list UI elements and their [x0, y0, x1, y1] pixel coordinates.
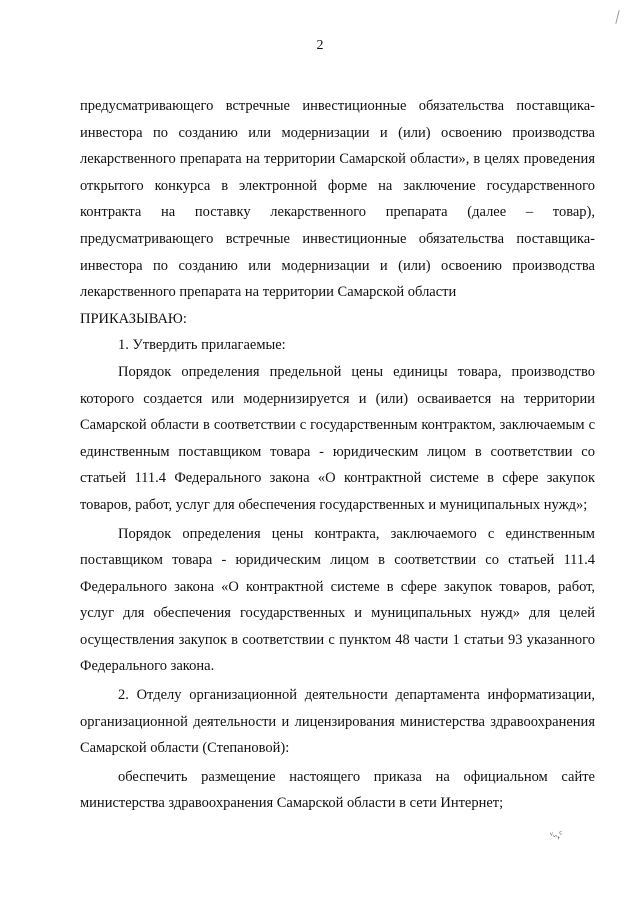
item-2-action-paragraph: обеспечить размещение настоящего приказа на официальном сайте министерства здравоохранения Самарской области в сети Интернет;	[80, 768, 595, 812]
document-body	[80, 93, 595, 817]
scan-edge-mark	[615, 10, 619, 24]
procedure-1-paragraph: Порядок определения предельной цены единицы товара, производство которого создается или модернизируется и (или) осваивается на территории Самарской области в соответствии с государственным контрактом, заключаемым с единственным поставщиком товара - юридическим лицом в соответствии со статьей 111.4 Федерального закона «О контрактной системе в сфере закупок товаров, работ, услуг для обеспечения государственных и муниципальных нужд»;	[80, 363, 595, 513]
page-number: 2	[316, 38, 324, 53]
order-heading: ПРИКАЗЫВАЮ:	[80, 310, 187, 327]
item-1-heading: 1. Утвердить прилагаемые:	[118, 337, 286, 354]
handwritten-mark: ᵛ˵,ᶜ	[548, 828, 563, 842]
procedure-2-paragraph: Порядок определения цены контракта, заключаемого с единственным поставщиком товара - юридическим лицом в соответствии со статьей 111.4 Федерального закона «О контрактной системе в сфере закупок товаров, работ, услуг для обеспечения государственных и муниципальных нужд» для целей осуществления закупок в соответствии с пунктом 48 части 1 статьи 93 указанного Федерального закона.	[80, 525, 595, 675]
item-2-paragraph: 2. Отделу организационной деятельности департамента информатизации, организационной деятельности и лицензирования министерства здравоохранения Самарской области (Степановой):	[80, 687, 595, 757]
intro-paragraph: предусматривающего встречные инвестиционные обязательства поставщика-инвестора по созданию или модернизации и (или) освоению производства лекарственного препарата на территории Самарской области», в целях проведения открытого конкурса в электронной форме на заключение государственного контракта на поставку лекарственного препарата (далее – товар), предусматривающего встречные инвестиционные обязательства поставщика-инвестора по созданию или модернизации и (или) освоению производства лекарственного препарата на территории Самарской области	[80, 98, 595, 301]
